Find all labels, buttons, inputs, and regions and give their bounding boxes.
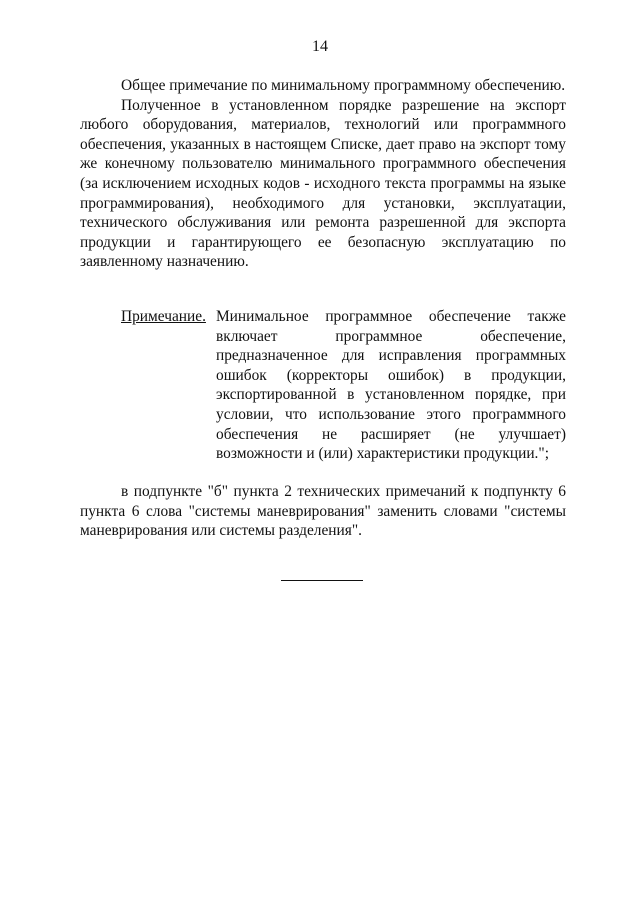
- paragraph-general-note-title: Общее примечание по минимальному программному обеспечению.: [121, 77, 566, 94]
- note-block: [80, 307, 566, 464]
- note-text: Минимальное программное обеспечение также включает программное обеспечение, предназначенное для исправления программных ошибок (корректоры ошибок) в продукции, экспортированной в установленном порядке, при условии, что использование этого программного обеспечения не расширяет (не улучшает) возможности и (или) характеристики продукции.";: [216, 308, 566, 463]
- page-number: 14: [312, 38, 328, 55]
- paragraph-export-permission: Полученное в установленном порядке разрешение на экспорт любого оборудования, материалов, технологий или программного обеспечения, указанных в настоящем Списке, дает право на экспорт тому же конечному пользователю минимального программного обеспечения (за исключением исходных кодов - исходного текста программы на языке программирования), необходимого для установки, эксплуатации, технического обслуживания или ремонта разрешенной для экспорта продукции и гарантирующего ее безопасную эксплуатацию по заявленному назначению.: [80, 96, 566, 271]
- note-label: Примечание.: [121, 308, 206, 325]
- amendment-block: [80, 482, 566, 541]
- main-text-block: [80, 76, 566, 272]
- end-of-text-rule: [281, 580, 363, 581]
- paragraph-amendment: в подпункте "б" пункта 2 технических примечаний к подпункту 6 пункта 6 слова "системы маневрирования" заменить словами "системы маневрирования или системы разделения".: [80, 483, 566, 540]
